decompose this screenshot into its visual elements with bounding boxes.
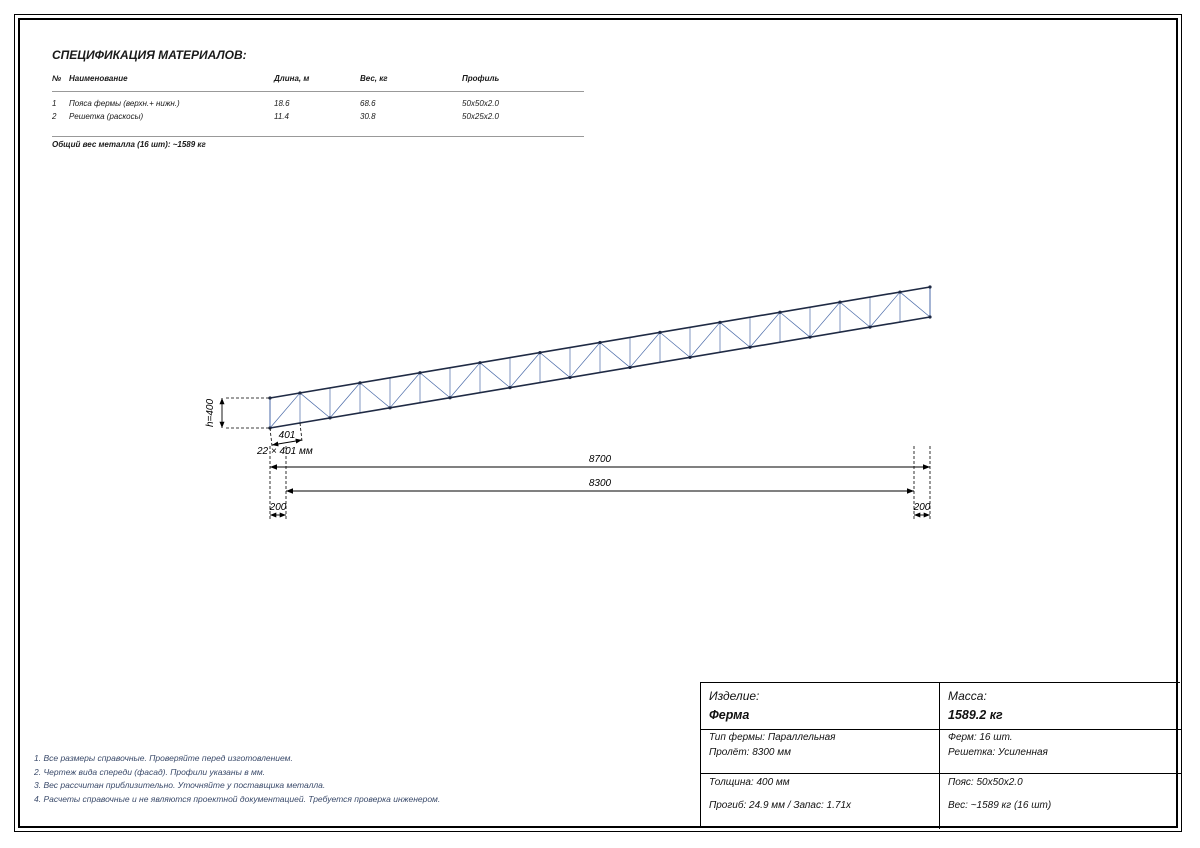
truss-node: [658, 331, 661, 334]
dim-right-label: 200: [913, 502, 931, 513]
truss-diagonal: [390, 373, 420, 408]
bottom-chord: [270, 317, 930, 428]
truss-diagonal: [690, 322, 720, 357]
truss-node: [298, 391, 301, 394]
truss-node: [688, 356, 691, 359]
spec-row-1-profile: 50x50x2.0: [462, 99, 499, 108]
truss-node: [748, 346, 751, 349]
truss-diagonal: [900, 292, 930, 317]
truss-node: [778, 311, 781, 314]
dim-total-label: 8700: [588, 454, 612, 465]
truss-node: [598, 341, 601, 344]
note-1: 1. Все размеры справочные. Проверяйте перед изготовлением.: [34, 753, 293, 763]
deflection: Прогиб: 24.9 мм / Запас: 1.71x: [709, 800, 852, 811]
note-4: 4. Расчеты справочные и не являются проектной документацией. Требуется проверка инженером.: [34, 793, 441, 804]
truss-diagonal: [810, 302, 840, 337]
truss-node: [928, 315, 931, 318]
truss-diagonal: [600, 343, 630, 368]
truss-node: [478, 361, 481, 364]
truss-node: [388, 406, 391, 409]
product-value: Ферма: [709, 708, 750, 722]
spec-header-name: Наименование: [69, 74, 128, 83]
truss-node: [868, 325, 871, 328]
spec-row-2-length: 11.4: [274, 112, 289, 121]
truss-thickness: Толщина: 400 мм: [709, 777, 790, 788]
spec-row-2-profile: 50x25x2.0: [462, 112, 499, 121]
spec-row-2-number: 2: [52, 112, 57, 121]
spec-title: СПЕЦИФИКАЦИЯ МАТЕРИАЛОВ:: [52, 48, 247, 62]
truss-node: [568, 376, 571, 379]
truss-diagonal: [630, 332, 660, 367]
spec-row-1-number: 1: [52, 99, 57, 108]
panels-count-label: 22 × 401 мм: [257, 446, 313, 457]
spec-row-2-weight: 30.8: [360, 112, 376, 121]
truss-node: [538, 351, 541, 354]
truss-node: [808, 336, 811, 339]
spec-row-1-weight: 68.6: [360, 99, 376, 108]
drawing-notes: [34, 752, 440, 806]
truss-diagonal: [780, 312, 810, 337]
truss-type: Тип фермы: Параллельная: [709, 732, 836, 743]
truss-lattice-type: Решетка: Усиленная: [948, 747, 1048, 758]
truss-diagonal: [510, 353, 540, 388]
truss-diagonal: [270, 393, 300, 428]
truss-span: Пролёт: 8300 мм: [709, 747, 791, 758]
truss-count: Ферм: 16 шт.: [948, 732, 1013, 743]
truss-diagonal: [720, 322, 750, 347]
truss-node: [718, 321, 721, 324]
note-3: 3. Вес рассчитан приблизительно. Уточняйте у поставщика металла.: [34, 780, 326, 791]
spec-header-weight: Вес, кг: [360, 74, 388, 83]
dim-left-label: 200: [269, 502, 287, 513]
mass-label: Масса:: [948, 689, 987, 703]
truss-diagonal: [300, 393, 330, 418]
title-block-divider-vertical: [939, 683, 940, 829]
truss-diagonal: [750, 312, 780, 347]
truss-diagonal: [540, 353, 570, 378]
truss-diagonal: [450, 363, 480, 398]
spec-row-2-name: Решетка (раскосы): [69, 112, 144, 121]
truss-node: [628, 366, 631, 369]
truss-node: [508, 386, 511, 389]
panel-label: 401: [278, 430, 296, 441]
truss-diagonal: [660, 332, 690, 357]
truss-diagonal: [480, 363, 510, 388]
panel-dimension: [256, 423, 313, 457]
product-label: Изделие:: [709, 689, 760, 703]
spec-header-length: Длина, м: [274, 74, 310, 83]
title-block-divider-1: [701, 729, 1181, 730]
truss-node: [358, 381, 361, 384]
title-block: [700, 682, 1180, 828]
truss-node: [448, 396, 451, 399]
mass-value: 1589.2 кг: [948, 708, 1003, 722]
truss-diagonal: [330, 383, 360, 418]
title-block-divider-2: [701, 773, 1181, 774]
spec-row-1-name: Пояса фермы (верхн.+ нижн.): [69, 99, 180, 108]
note-2: 2. Чертеж вида спереди (фасад). Профили указаны в мм.: [34, 766, 266, 777]
truss-node: [418, 371, 421, 374]
truss-diagonal: [360, 383, 390, 408]
truss-node: [838, 301, 841, 304]
truss-diagonal: [870, 292, 900, 327]
truss-node: [898, 290, 901, 293]
spec-total-weight: Общий вес металла (16 шт): ~1589 кг: [52, 140, 206, 149]
total-weight: Вес: ~1589 кг (16 шт): [948, 800, 1052, 811]
truss-diagonal: [570, 343, 600, 378]
truss-node: [328, 416, 331, 419]
truss-node: [928, 285, 931, 288]
truss-lattice: [270, 287, 930, 428]
spec-row-1-length: 18.6: [274, 99, 290, 108]
chord-profile: Пояс: 50x50x2.0: [948, 777, 1023, 788]
spec-header-profile: Профиль: [462, 74, 500, 83]
height-label: h=400: [205, 398, 216, 428]
truss-diagonal: [840, 302, 870, 327]
span-dimensions: [269, 446, 931, 520]
dim-span-label: 8300: [588, 478, 612, 489]
spec-header-number: №: [52, 74, 62, 83]
height-dimension: [205, 398, 270, 428]
truss-diagonal: [420, 373, 450, 398]
